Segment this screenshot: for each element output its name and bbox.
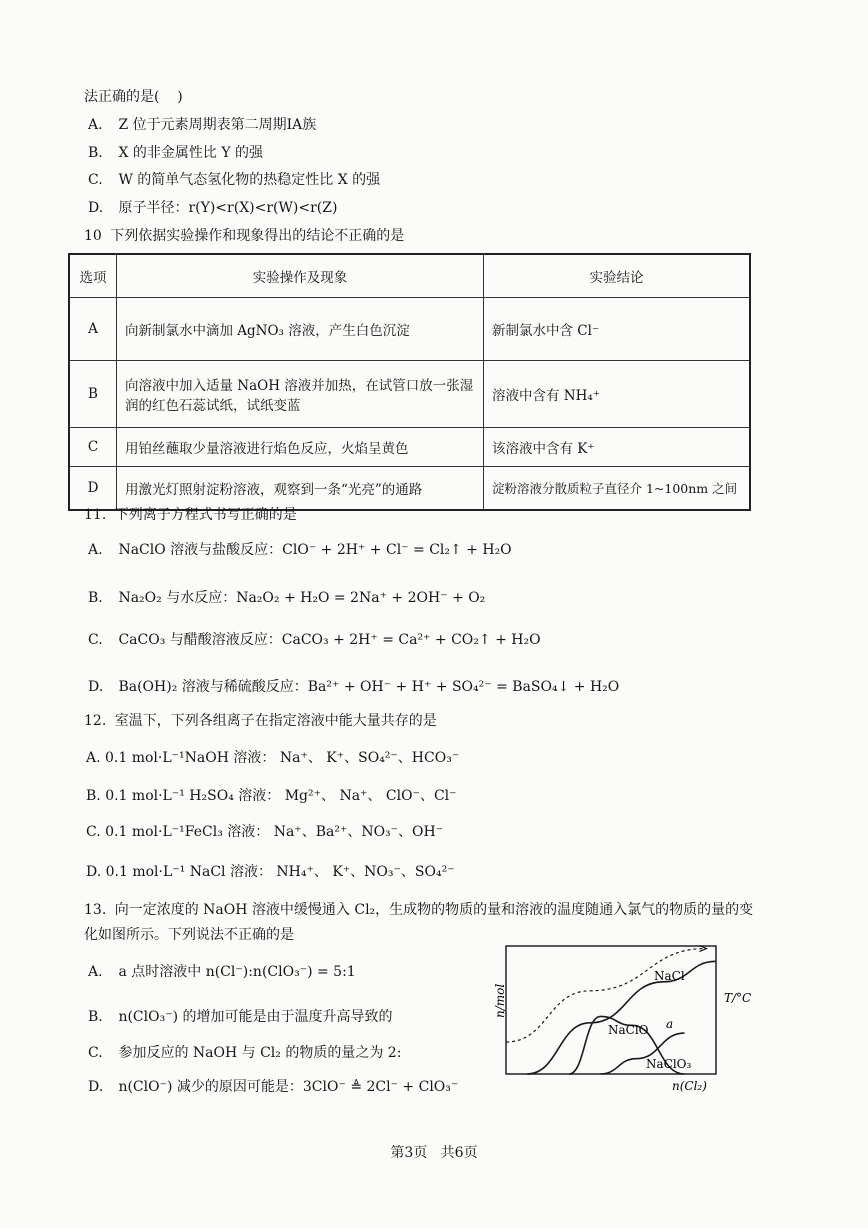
- question-text: 室温下，下列各组离子在指定溶液中能大量共存的是: [114, 713, 437, 729]
- option-text: Z 位于元素周期表第二周期ⅠA族: [118, 117, 317, 133]
- q9-option-c: [88, 170, 380, 190]
- q9-option-b: [88, 143, 263, 163]
- q13-option-d: [88, 1077, 458, 1097]
- row-conclusion: 新制氯水中含 Cl⁻: [484, 298, 751, 361]
- row-operation: 用激光灯照射淀粉溶液，观察到一条“光亮”的通路: [117, 467, 484, 511]
- q10-stem: [84, 226, 404, 246]
- option-label: D.: [88, 1079, 104, 1095]
- q13-option-b: [88, 1007, 393, 1027]
- q13-option-a: [88, 962, 356, 982]
- option-label: B.: [86, 788, 101, 804]
- option-label: D.: [86, 864, 102, 880]
- q11-stem: [84, 505, 297, 525]
- option-label: A.: [86, 750, 101, 766]
- row-conclusion: 溶液中含有 NH₄⁺: [484, 361, 751, 428]
- question-number: 10: [84, 228, 102, 244]
- option-label: A.: [88, 542, 103, 558]
- q13-chart: [486, 942, 756, 1104]
- option-text: NaClO 溶液与盐酸反应：ClO⁻ + 2H⁺ + Cl⁻ = Cl₂↑ + H₂O: [118, 542, 512, 558]
- q9-stem-end: 法正确的是( ): [84, 89, 183, 105]
- option-text: 原子半径：r(Y)<r(X)<r(W)<r(Z): [118, 200, 338, 216]
- row-operation: 用铂丝蘸取少量溶液进行焰色反应，火焰呈黄色: [117, 428, 484, 467]
- option-label: A.: [88, 964, 103, 980]
- q12-option-d: [86, 862, 455, 882]
- q12-option-b: [86, 786, 457, 806]
- q13-stem-line1: [84, 900, 753, 920]
- point-a-label: a: [666, 1017, 674, 1031]
- series-label-nacl: NaCl: [654, 969, 685, 983]
- option-text: X 的非金属性比 Y 的强: [118, 145, 264, 161]
- question-text: 向一定浓度的 NaOH 溶液中缓慢通入 Cl₂，生成物的物质的量和溶液的温度随通入氯气的物质的量的变: [114, 902, 754, 918]
- option-text: 0.1 mol·L⁻¹FeCl₃ 溶液： Na⁺、Ba²⁺、NO₃⁻、OH⁻: [105, 824, 444, 840]
- option-text: n(ClO₃⁻) 的增加可能是由于温度升高导致的: [118, 1009, 393, 1025]
- option-text: 0.1 mol·L⁻¹NaOH 溶液： Na⁺、 K⁺、SO₄²⁻、HCO₃⁻: [105, 750, 460, 766]
- table-row: [69, 298, 750, 361]
- table-row: [69, 361, 750, 428]
- q10-table: [68, 253, 751, 511]
- option-text: 参加反应的 NaOH 与 Cl₂ 的物质的量之为 2:: [118, 1045, 402, 1061]
- option-label: A.: [88, 117, 103, 133]
- row-option: A: [69, 298, 117, 361]
- option-label: C.: [86, 824, 101, 840]
- question-number: 12.: [84, 713, 107, 729]
- option-label: B.: [88, 145, 103, 161]
- option-text: a 点时溶液中 n(Cl⁻):n(ClO₃⁻) = 5:1: [118, 964, 356, 980]
- header-operation: 实验操作及现象: [117, 254, 484, 298]
- row-operation: 向新制氯水中滴加 AgNO₃ 溶液，产生白色沉淀: [117, 298, 484, 361]
- q13-stem-line2: 化如图所示。下列说法不正确的是: [84, 927, 294, 943]
- option-label: D.: [88, 679, 104, 695]
- series-label-naclo3: NaClO₃: [646, 1057, 692, 1071]
- option-text: Ba(OH)₂ 溶液与稀硫酸反应：Ba²⁺ + OH⁻ + H⁺ + SO₄²⁻ = BaSO₄↓ + H₂O: [118, 679, 620, 695]
- option-label: B.: [88, 1009, 103, 1025]
- q12-stem: [84, 711, 437, 731]
- option-text: 0.1 mol·L⁻¹ NaCl 溶液： NH₄⁺、 K⁺、NO₃⁻、SO₄²⁻: [105, 864, 455, 880]
- question-text: 下列离子方程式书写正确的是: [114, 507, 297, 523]
- option-label: D.: [88, 200, 104, 216]
- row-option: D: [69, 467, 117, 511]
- q9-option-a: [88, 115, 316, 135]
- option-label: C.: [88, 172, 103, 188]
- plot-frame: [506, 946, 716, 1074]
- table-row: [69, 428, 750, 467]
- q12-option-c: [86, 822, 443, 842]
- question-text: 下列依据实验操作和现象得出的结论不正确的是: [110, 228, 405, 244]
- option-label: C.: [88, 632, 103, 648]
- x-axis-label: n(Cl₂): [672, 1079, 707, 1093]
- option-label: C.: [88, 1045, 103, 1061]
- row-conclusion: 淀粉溶液分散质粒子直径介 1~100nm 之间: [484, 467, 751, 511]
- table-header-row: [69, 254, 750, 298]
- option-text: 0.1 mol·L⁻¹ H₂SO₄ 溶液： Mg²⁺、 Na⁺、 ClO⁻、Cl⁻: [105, 788, 457, 804]
- q13-option-c: [88, 1043, 401, 1063]
- q11-option-b: [88, 588, 485, 608]
- q11-option-d: [88, 677, 619, 697]
- table-row: [69, 467, 750, 511]
- row-option: C: [69, 428, 117, 467]
- page-footer: 第3页 共6页: [390, 1145, 478, 1161]
- y-axis-label: n/mol: [493, 983, 507, 1018]
- y2-axis-label: T/°C: [724, 991, 752, 1005]
- option-text: CaCO₃ 与醋酸溶液反应：CaCO₃ + 2H⁺ = Ca²⁺ + CO₂↑ + H₂O: [118, 632, 541, 648]
- option-text: Na₂O₂ 与水反应：Na₂O₂ + H₂O = 2Na⁺ + 2OH⁻ + O₂: [118, 590, 486, 606]
- header-option: 选项: [69, 254, 117, 298]
- row-conclusion: 该溶液中含有 K⁺: [484, 428, 751, 467]
- series-layer: [506, 946, 716, 1074]
- temperature-curve: [506, 949, 706, 1042]
- q9-option-d: [88, 198, 337, 218]
- question-number: 13.: [84, 902, 107, 918]
- option-text: W 的简单气态氢化物的热稳定性比 X 的强: [118, 172, 381, 188]
- q12-option-a: [86, 748, 459, 768]
- q11-option-a: [88, 540, 512, 560]
- row-operation: 向溶液中加入适量 NaOH 溶液并加热，在试管口放一张湿润的红色石蕊试纸，试纸变蓝: [117, 361, 484, 428]
- question-number: 11.: [84, 507, 107, 523]
- series-label-naclo: NaClO: [608, 1023, 649, 1037]
- row-option: B: [69, 361, 117, 428]
- q11-option-c: [88, 630, 541, 650]
- option-text: n(ClO⁻) 减少的原因可能是：3ClO⁻ ≜ 2Cl⁻ + ClO₃⁻: [118, 1079, 459, 1095]
- option-label: B.: [88, 590, 103, 606]
- header-conclusion: 实验结论: [484, 254, 751, 298]
